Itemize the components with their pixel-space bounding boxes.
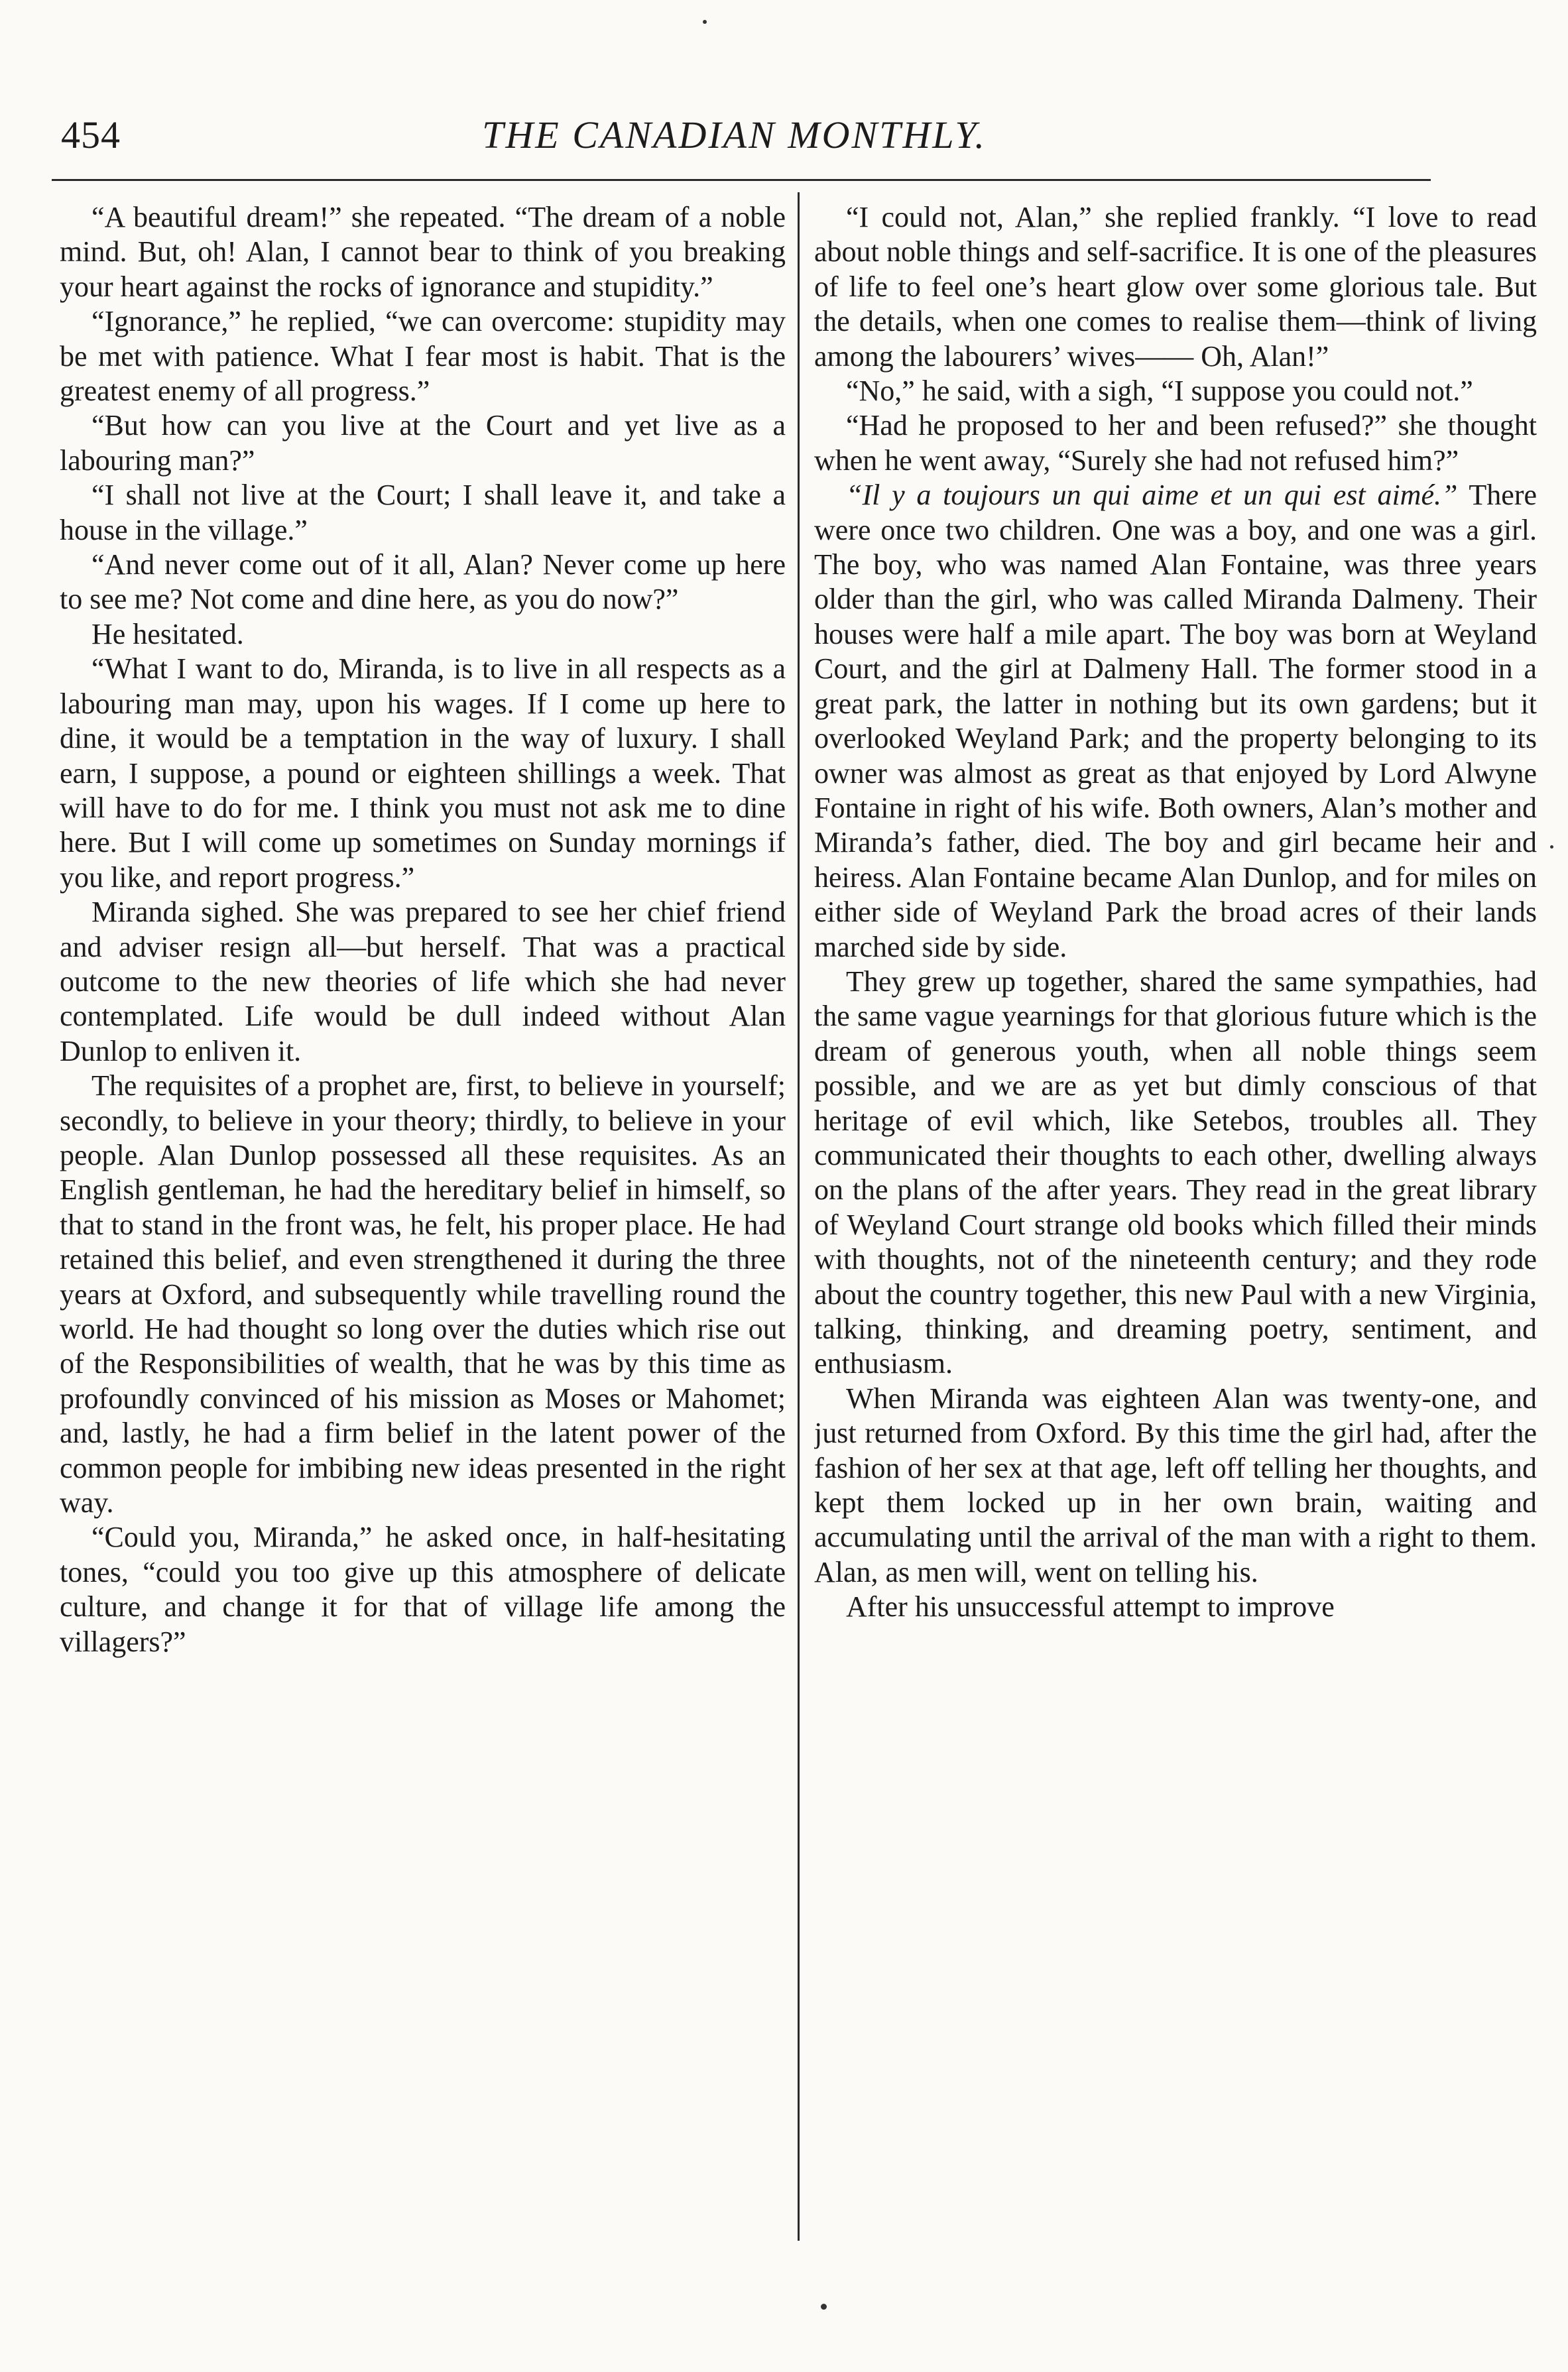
paragraph-text: There were once two children. One was a boy, and one was a girl. The boy, who was named Alan Fontaine, was three years older than the girl, who was called Miranda Dalmeny. Their houses were half a mile apart. The boy was born at Weyland Court, and the girl at Dalmeny Hall. The former stood in a great park, the latter in nothing but its own gardens; but it overlooked Weyland Park; and the property belonging to its owner was almost as great as that enjoyed by Lord Alwyne Fontaine in right of his wife. Both owners, Alan’s mother and Miranda’s father, died. The boy and girl became heir and heiress. Alan Fontaine became Alan Dunlop, and for miles on either side of Weyland Park the broad acres of their lands marched side by side. [814, 479, 1537, 963]
french-epigraph: “Il y a toujours un qui aime et un qui est aimé.” [846, 479, 1458, 512]
paragraph: “But how can you live at the Court and yet live as a labouring man?” [60, 409, 786, 477]
page-number: 454 [61, 113, 121, 156]
paragraph: “A beautiful dream!” she repeated. “The dream of a noble mind. But, oh! Alan, I cannot bear to think of you breaking your heart against the rocks of ignorance and stupidity.” [60, 201, 786, 303]
scan-speck [703, 20, 707, 24]
paragraph: “No,” he said, with a sigh, “I suppose you could not.” [846, 375, 1473, 408]
paragraph: “Had he proposed to her and been refused?” she thought when he went away, “Surely she had not refused him?” [814, 409, 1537, 477]
paragraph: They grew up together, shared the same sympathies, had the same vague yearnings for that glorious future which is the dream of generous youth, when all noble things seem possible, and we are as yet but dimly conscious of that heritage of evil which, like Setebos, troubles all. They communicated their thoughts to each other, dwelling always on the plans of the after years. They read in the great library of Weyland Court strange old books which filled their minds with thoughts, not of the nineteenth century; and they rode about the country together, this new Paul with a new Virginia, talking, thinking, and dreaming poetry, sentiment, and enthusiasm. [814, 965, 1537, 1380]
left-column [60, 200, 786, 2262]
paragraph: “What I want to do, Miranda, is to live in all respects as a labouring man may, upon his wages. If I come up here to dine, it would be a temptation in the way of luxury. I shall earn, I suppose, a pound or eighteen shillings a week. That will have to do for me. I think you must not ask me to dine here. But I will come up sometimes on Sunday mornings if you like, and report progress.” [60, 652, 786, 894]
paragraph: Miranda sighed. She was prepared to see her chief friend and adviser resign all—but herself. That was a practical outcome to the new theories of life which she had never contemplated. Life would be dull indeed without Alan Dunlop to enliven it. [60, 896, 786, 1067]
paragraph: “Ignorance,” he replied, “we can overcome: stupidity may be met with patience. What I fear most is habit. That is the greatest enemy of all progress.” [60, 305, 786, 408]
paragraph: “And never come out of it all, Alan? Never come up here to see me? Not come and dine here, as you do now?” [60, 548, 786, 616]
page-header [40, 99, 1429, 172]
paragraph: He hesitated. [91, 617, 244, 650]
paragraph: “I could not, Alan,” she replied frankly. “I love to read about noble things and self-sacrifice. It is one of the pleasures of life to feel one’s heart glow over some glorious tale. But the details, when one comes to realise them—think of living among the labourers’ wives—— Oh, Alan!” [814, 201, 1537, 373]
running-title: THE CANADIAN MONTHLY. [482, 113, 987, 156]
paragraph: After his unsuccessful attempt to improve [846, 1590, 1335, 1624]
paragraph: When Miranda was eighteen Alan was twenty-one, and just returned from Oxford. By this time the girl had, after the fashion of her sex at that age, left off telling her thoughts, and kept them locked up in her own brain, waiting and accumulating until the arrival of the man with a right to them. Alan, as men will, went on telling his. [814, 1382, 1537, 1588]
right-column [814, 200, 1537, 2262]
paragraph [814, 478, 1537, 965]
header-rule [52, 179, 1431, 181]
scan-speck [821, 2304, 827, 2310]
paragraph: “I shall not live at the Court; I shall leave it, and take a house in the village.” [60, 479, 786, 546]
scan-speck [1550, 845, 1553, 849]
paragraph: “Could you, Miranda,” he asked once, in half-hesitating tones, “could you too give up this atmosphere of delicate culture, and change it for that of village life among the villagers?” [60, 1521, 786, 1658]
column-divider [798, 192, 800, 2241]
paragraph: The requisites of a prophet are, first, to believe in yourself; secondly, to believe in your theory; thirdly, to believe in your people. Alan Dunlop possessed all these requisites. As an English gentleman, he had the hereditary belief in himself, so that to stand in the front was, he felt, his proper place. He had retained this belief, and even strengthened it during the three years at Oxford, and subsequently while travelling round the world. He had thought so long over the duties which rise out of the Responsibilities of wealth, that he was by this time as profoundly convinced of his mission as Moses or Mahomet; and, lastly, he had a firm belief in the latent power of the common people for imbibing new ideas presented in the right way. [60, 1069, 786, 1519]
